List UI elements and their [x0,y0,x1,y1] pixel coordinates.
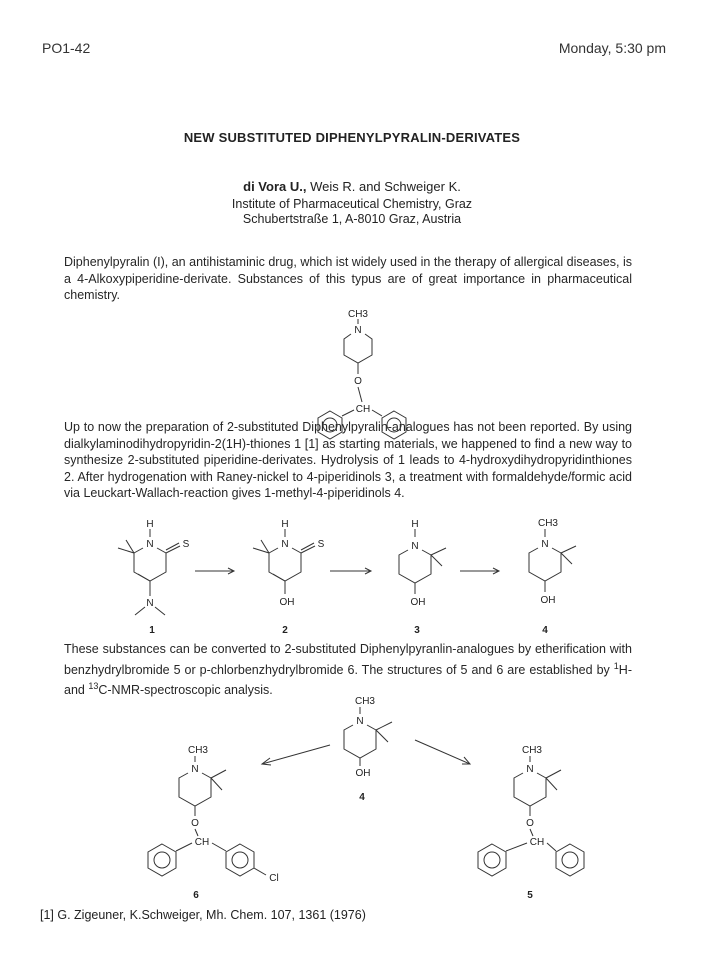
compound-5 [478,745,584,901]
h-label: H [281,519,289,530]
n-label: N [356,716,364,727]
oh-label: OH [355,768,371,779]
institute: Institute of Pharmaceutical Chemistry, Graz [231,197,473,211]
o-label: O [191,818,199,829]
compound-label: 1 [149,625,155,636]
ch-label: CH [355,404,371,415]
h-label: H [146,519,154,530]
o-label: O [526,818,534,829]
page-title: NEW SUBSTITUTED DIPHENYLPYRALIN-DERIVATES [183,130,521,145]
n-label: N [526,764,534,775]
ch3-label: CH3 [187,745,209,756]
n-label: N [354,325,362,336]
compound-label: 5 [527,890,533,901]
compound-6 [148,745,279,901]
ch3-label: CH3 [521,745,543,756]
ch3-label: CH3 [347,309,369,320]
compound-label: 2 [282,625,288,636]
session-time: Monday, 5:30 pm [558,40,666,56]
compound-label: 3 [414,625,420,636]
compound-4 [529,518,576,606]
superscript: 13 [88,681,99,692]
text: These substances can be converted to 2-substituted Diphenylpyranlin-analogues by etherification with benzhydrylbromide 5 or p-chlorbenzhydrylbromide 6. The structures of 5 and 6 are established by [64,642,632,677]
ch3-label: CH3 [354,696,376,707]
address: Schubertstraße 1, A-8010 Graz, Austria [242,212,462,226]
ch3-label: CH3 [537,518,559,529]
text: C-NMR-spectroscopic analysis. [98,683,273,698]
oh-label: OH [540,595,556,606]
oh-label: OH [410,597,426,608]
compound-label: 4 [359,792,365,803]
compound-4-center [344,696,392,803]
compound-1 [118,519,190,615]
s-label: S [317,539,325,550]
n-label: N [411,541,419,552]
n-label: N [281,539,289,550]
compound-2 [253,519,325,608]
n-label: N [146,539,154,550]
reference: [1] G. Zigeuner, K.Schweiger, Mh. Chem. 107, 1361 (1976) [40,908,366,922]
synthesis-paragraph: Up to now the preparation of 2-substituted Diphenylpyralin-analogues has not been reported. By using dialkylaminodihydropyridin-2(1H)-thiones 1 [1] as starting materials, we happened to find a new way to synthesize 2-substituted piperidine-derivates. Hydrolysis of 1 leads to 4-hydroxydihydropyridinthiones 2. After hydrogenation with Raney-nickel to 4-piperidinols 3, a treatment with formaldehyde/formic acid via Leuckart-Wallach-reaction gives 1-methyl-4-piperidinols 4. [64,420,632,501]
intro-paragraph: Diphenylpyralin (I), an antihistaminic drug, which ist widely used in the therapy of allergical diseases, is a 4-Alkoxypiperidine-derivate. Substances of this typus are of great importance in pharmaceutical chemistry. [64,255,632,303]
co-authors: Weis R. and Schweiger K. [306,179,461,194]
n-label: N [541,539,549,550]
ch-label: CH [194,837,210,848]
s-label: S [182,539,190,550]
n-label: N [191,764,199,775]
superscript: 1 [613,660,619,671]
compound-3 [399,519,446,608]
compound-label: 4 [542,625,548,636]
h-label: H [411,519,419,530]
text: H- and [64,662,632,698]
diphenylpyralin-structure [318,309,406,439]
oh-label: OH [279,597,295,608]
poster-code: PO1-42 [42,40,91,56]
ch-label: CH [529,837,545,848]
n-label: N [146,598,154,609]
o-label: O [354,376,362,387]
compound-label: 6 [193,890,199,901]
cl-label: Cl [269,873,279,884]
presenting-author: di Vora U., [243,179,307,194]
